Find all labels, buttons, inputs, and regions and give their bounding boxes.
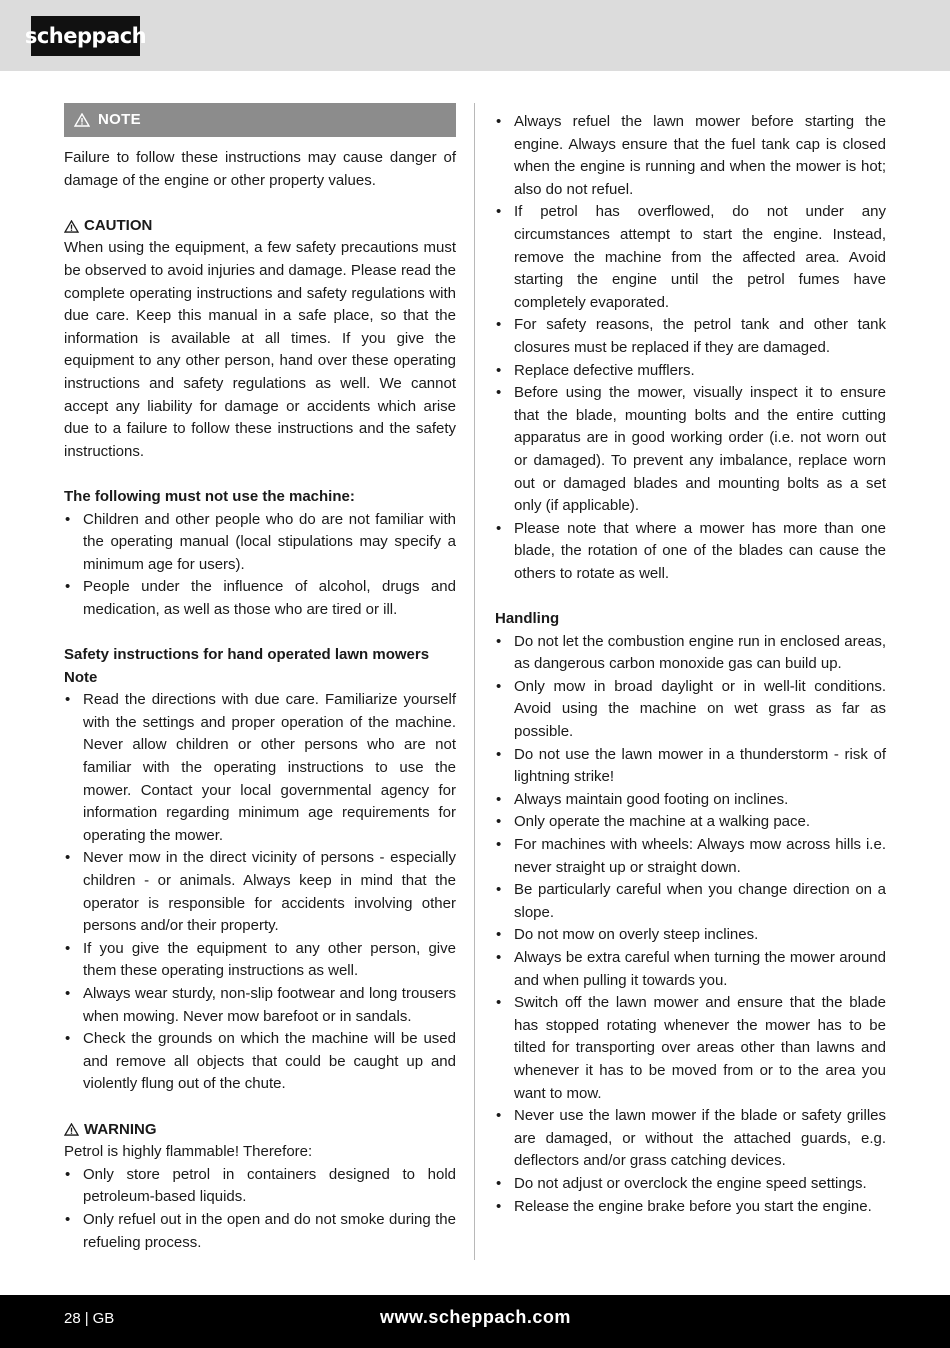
caution-label: CAUTION	[84, 216, 153, 234]
petrol-list	[495, 111, 886, 585]
safety-list	[64, 689, 456, 1096]
warning-triangle-icon	[64, 1123, 79, 1136]
note-text: Failure to follow these instructions may cause danger of damage of the engine or other property values.	[64, 149, 456, 189]
list-item: • Before using the mower, visually inspect it to ensure that the blade, mounting bolts and the entire cutting apparatus are in good working order (i.e. not worn out or damaged). To prevent any imbalance, replace worn out or damaged blades and mounting bolts as a set only (if applicable).	[495, 382, 886, 518]
must-not-list	[64, 509, 456, 622]
list-item: • Always maintain good footing on inclines.	[495, 789, 886, 812]
page-number-value: 28	[64, 1310, 81, 1327]
list-item: • Replace defective mufflers.	[495, 360, 886, 383]
handling-list	[495, 631, 886, 1218]
list-item: • Never mow in the direct vicinity of persons - especially children - or animals. Always keep in mind that the operator is responsible for accidents involving other persons and/or their property.	[64, 847, 456, 937]
list-item: • Children and other people who do are not familiar with the operating manual (local stipulations may specify a minimum age for users).	[64, 509, 456, 577]
safety-subheading: Note	[64, 668, 98, 686]
warning-heading	[64, 1119, 456, 1142]
brand-logo	[24, 16, 147, 56]
list-item: • Only mow in broad daylight or in well-lit conditions. Avoid using the machine on wet grass as far as possible.	[495, 676, 886, 744]
list-item: • Read the directions with due care. Familiarize yourself with the settings and proper operation of the machine. Never allow children or other persons who are not familiar with the operating instructions to use the mower. Contact your local governmental agency for information regarding minimum age requirements for operating the mower.	[64, 689, 456, 847]
warning-triangle-icon	[64, 220, 79, 233]
must-not-heading: The following must not use the machine:	[64, 487, 355, 505]
list-item: • Always wear sturdy, non-slip footwear and long trousers when mowing. Never mow barefoot or in sandals.	[64, 983, 456, 1028]
list-item: • For machines with wheels: Always mow across hills i.e. never straight up or straight down.	[495, 834, 886, 879]
caution-heading	[64, 215, 456, 238]
caution-text: When using the equipment, a few safety precautions must be observed to avoid injuries and damage. Please read the complete operating instructions and safety regulations with due care. Keep this manual in a safe place, so that the information is available at all times. If you give the equipment to any other person, hand over these operating instructions and safety regulations as well. We cannot accept any liability for damage or accidents which arise due to a failure to follow these instructions and the safety instructions.	[64, 239, 456, 460]
warning-triangle-icon	[74, 113, 90, 127]
list-item: • Only operate the machine at a walking pace.	[495, 811, 886, 834]
list-item: • Check the grounds on which the machine will be used and remove all objects that could be caught up and violently flung out of the chute.	[64, 1028, 456, 1096]
column-divider	[474, 103, 475, 1260]
safety-heading: Safety instructions for hand operated lawn mowers	[64, 646, 430, 664]
warning-text: Petrol is highly flammable! Therefore:	[64, 1143, 313, 1161]
brand-logo-text: scheppach	[24, 24, 147, 48]
list-item: • Release the engine brake before you start the engine.	[495, 1196, 886, 1219]
footer-bar	[0, 1295, 950, 1348]
list-item: • Do not let the combustion engine run in enclosed areas, as dangerous carbon monoxide gas can build up.	[495, 631, 886, 676]
list-item: • Switch off the lawn mower and ensure that the blade has stopped rotating whenever the mower has to be tilted for transporting over areas other than lawns and whenever it has to be moved from or to the area you want to mow.	[495, 992, 886, 1105]
list-item: • If petrol has overflowed, do not under any circumstances attempt to start the engine. Instead, remove the machine from the affected area. Avoid starting the engine until the petrol fumes have completely evaporated.	[495, 201, 886, 314]
list-item: • If you give the equipment to any other person, give them these operating instructions as well.	[64, 938, 456, 983]
list-item: • For safety reasons, the petrol tank and other tank closures must be replaced if they are damaged.	[495, 314, 886, 359]
list-item: • Do not use the lawn mower in a thunderstorm - risk of lightning strike!	[495, 744, 886, 789]
note-label: NOTE	[98, 110, 141, 128]
right-column	[495, 111, 886, 1218]
list-item: • Never use the lawn mower if the blade or safety grilles are damaged, or without the attached guards, e.g. deflectors and/or grass catching devices.	[495, 1105, 886, 1173]
website-link[interactable]: www.scheppach.com	[380, 1307, 571, 1327]
left-column	[64, 111, 456, 1254]
list-item: • Do not mow on overly steep inclines.	[495, 924, 886, 947]
list-item: • Only refuel out in the open and do not smoke during the refueling process.	[64, 1209, 456, 1254]
list-item: • People under the influence of alcohol, drugs and medication, as well as those who are tired or ill.	[64, 576, 456, 621]
page-separator: |	[84, 1310, 89, 1327]
list-item: • Do not adjust or overclock the engine speed settings.	[495, 1173, 886, 1196]
handling-heading: Handling	[495, 610, 560, 628]
language-code: GB	[92, 1310, 115, 1327]
warning-label: WARNING	[84, 1120, 157, 1138]
list-item: • Only store petrol in containers designed to hold petroleum-based liquids.	[64, 1164, 456, 1209]
list-item: • Please note that where a mower has more than one blade, the rotation of one of the blades can cause the others to rotate as well.	[495, 518, 886, 586]
warning-list	[64, 1164, 456, 1254]
list-item: • Be particularly careful when you change direction on a slope.	[495, 879, 886, 924]
header-bar	[0, 0, 950, 71]
note-box	[64, 103, 456, 137]
list-item: • Always refuel the lawn mower before starting the engine. Always ensure that the fuel tank cap is closed when the engine is running and when the mower is hot; also do not refuel.	[495, 111, 886, 201]
page-number	[64, 1310, 114, 1327]
list-item: • Always be extra careful when turning the mower around and when pulling it towards you.	[495, 947, 886, 992]
